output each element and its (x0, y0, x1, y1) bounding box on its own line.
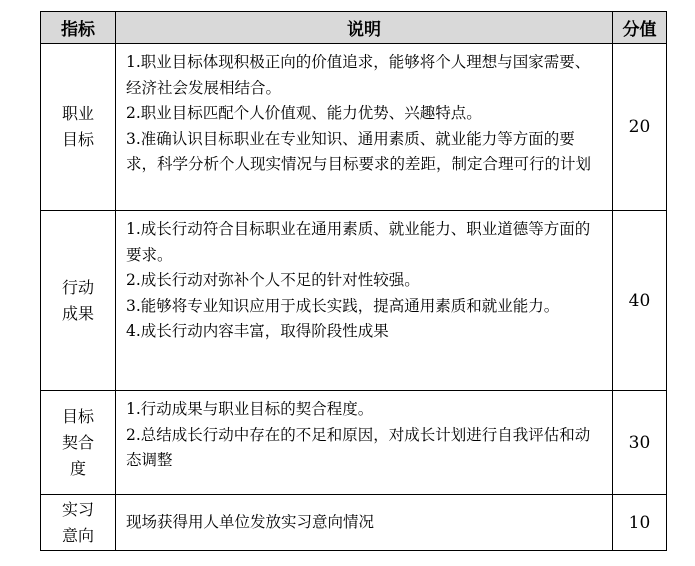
indicator-text: 目标契合度 (61, 406, 94, 478)
score-cell: 20 (613, 44, 667, 211)
score-cell: 30 (613, 391, 667, 495)
description-item: 3.准确认识目标职业在专业知识、通用素质、就业能力等方面的要求，科学分析个人现实情况与目标要求的差距，制定合理可行的计划 (126, 129, 592, 173)
description-cell (116, 44, 613, 211)
table-row (41, 44, 667, 211)
description-item: 2.职业目标匹配个人价值观、能力优势、兴趣特点。 (126, 104, 482, 122)
indicator-text: 实习意向 (61, 499, 94, 545)
table-row (41, 391, 667, 495)
indicator-cell (41, 44, 116, 211)
header-indicator: 指标 (41, 12, 116, 44)
indicator-text: 职业目标 (61, 104, 94, 149)
header-row (41, 12, 667, 44)
description-item: 2.成长行动对弥补个人不足的针对性较强。 (126, 271, 420, 289)
description-item: 现场获得用人单位发放实习意向情况 (126, 512, 375, 531)
indicator-cell (41, 391, 116, 495)
description-cell (116, 391, 613, 495)
header-description: 说明 (116, 12, 613, 44)
description-cell (116, 495, 613, 551)
description-item: 2.总结成长行动中存在的不足和原因，对成长计划进行自我评估和动态调整 (126, 425, 591, 469)
description-item: 1.职业目标体现积极正向的价值追求，能够将个人理想与国家需要、经济社会发展相结合。 (126, 53, 591, 97)
table-row (41, 495, 667, 551)
header-score: 分值 (613, 12, 667, 44)
description-item: 4.成长行动内容丰富，取得阶段性成果 (126, 322, 389, 340)
table-row (41, 211, 667, 391)
description-cell (116, 211, 613, 391)
description-item: 1.行动成果与职业目标的契合程度。 (126, 400, 374, 418)
description-item: 1.成长行动符合目标职业在通用素质、就业能力、职业道德等方面的要求。 (126, 220, 591, 264)
score-cell: 40 (613, 211, 667, 391)
indicator-cell (41, 211, 116, 391)
scoring-table (40, 11, 667, 551)
indicator-cell (41, 495, 116, 551)
score-cell: 10 (613, 495, 667, 551)
indicator-text: 行动成果 (61, 277, 94, 323)
description-item: 3.能够将专业知识应用于成长实践，提高通用素质和就业能力。 (126, 296, 560, 315)
